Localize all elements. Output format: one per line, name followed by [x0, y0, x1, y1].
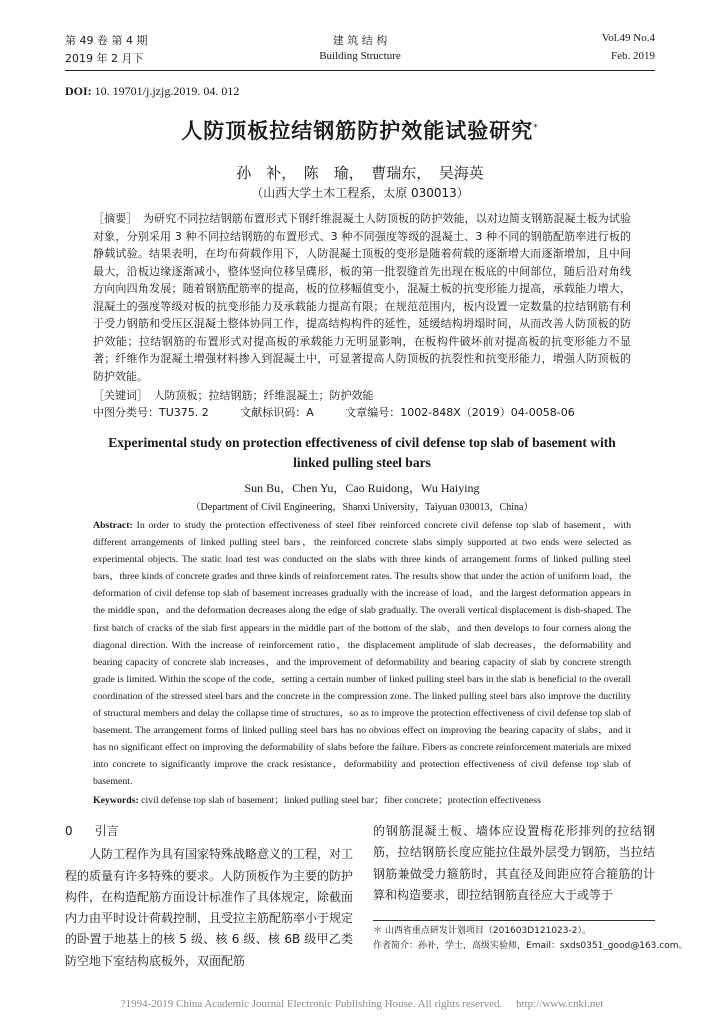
- section-title: 引言: [94, 824, 119, 838]
- authors-zh: 孙 补， 陈 瑜， 曹瑞东， 吴海英: [236, 164, 484, 182]
- article-number: 文章编号：1002-848X（2019）04-0058-06: [345, 406, 575, 419]
- copyright-footer: ?1994-2019 China Academic Journal Electronic Publishing House. All rights reserved. http://www.cnki.net: [120, 998, 604, 1010]
- keywords-en: [93, 793, 631, 809]
- footnotes: [373, 920, 688, 954]
- keywords-en-label: Keywords:: [93, 795, 139, 806]
- keywords-en-text: civil defense top slab of basement；linked pulling steel bar；fiber concrete；protection effectiveness: [138, 795, 541, 806]
- affiliation-en: （Department of Civil Engineering，Shanxi University，Taiyuan 030013，China）: [190, 502, 534, 513]
- author-note: 作者简介：孙补，学士，高级实验师，Email：sxds0351_good@163.com。: [373, 941, 688, 951]
- abstract-en-label: Abstract:: [93, 520, 133, 531]
- keywords-zh: ［关键词］ 人防顶板；拉结钢筋；纤维混凝土；防护效能: [93, 389, 374, 402]
- intro-paragraph: 人防工程作为具有国家特殊战略意义的工程，对工程的质量有许多特殊的要求。人防顶板作为主要的防护构件，在构造配筋方面设计标准作了具体规定，除截面内力由平时设计荷载控制，且受拉主筋配筋率小于规定的卧置于地基上的核 5 级、核 6 级、核 6B 级甲乙类防空地下室结构底板外，双面配筋: [65, 847, 354, 968]
- header-date-en: Feb. 2019: [611, 50, 655, 62]
- abstract-en: [93, 517, 631, 791]
- section-number: 0: [65, 824, 73, 838]
- doi-value[interactable]: 10. 19701/j.jzjg.2019. 04. 012: [91, 84, 240, 98]
- section-heading: [65, 821, 353, 842]
- header-volume-en: Vol.49 No.4: [601, 32, 655, 44]
- body-column-right: [373, 821, 655, 906]
- paper-title-zh-text: 人防顶板拉结钢筋防护效能试验研究: [181, 119, 534, 143]
- classification-zh: [93, 404, 631, 421]
- clc-number: 中图分类号：TU375. 2: [93, 406, 209, 419]
- abstract-en-text: In order to study the protection effectiveness of steel fiber reinforced concrete civil defense top slab of basement，with different arrangements of linked pulling steel bars，the reinforced concrete slabs simply supported at two ends were selected as experimental objects. The static load test was conducted on the slabs with three kinds of arrangement forms of linked pulling steel bars，three kinds of concrete grades and three kinds of reinforcement rates. The results show that under the action of uniform load，the deformation of civil defense top slab of basement increases gradually with the increase of load，and the largest deformation appears in the middle span，and the deformation decreases along the edge of slab gradually. The overall vertical displacement is dish-shaped. The first batch of cracks of the slab first appears in the middle part of the bottom of the slab，and then develops to four corners along the diagonal direction. With the increase of reinforcement ratio，the displacement amplitude of slab decreases，the deformability and bearing capacity of concrete slab increases，and the improvement of deformability and bearing capacity of slab by concrete strength grade is limited. Within the scope of the code，setting a certain number of linked pulling steel bars in the slab is beneficial to the overall coordination of the stressed steel bars and the concrete in the compression zone. The linked pulling steel bars also improve the ductility of structural members and delay the collapse time of structures，so as to improve the protection effectiveness of civil defense top slab of basement. The arrangement forms of linked pulling steel bars has no obvious effect on improving the bearing capacity of slabs，and it has no significant effect on improving the deformability of slabs before the failure. Fibers as concrete reinforcement materials are mixed into concrete to significantly improve the crack resistance，deformability and protection effectiveness of civil defense top slab of basement.: [93, 520, 631, 788]
- body-column-left: [65, 821, 353, 972]
- title-footnote-mark: *: [533, 123, 539, 133]
- paper-title-en: Experimental study on protection effectiveness of civil defense top slab of basement with linked pulling steel bars: [108, 435, 616, 470]
- funding-note: ＊ 山西省重点研发计划项目（201603D121023-2）。: [373, 926, 591, 936]
- header-date: 2019 年 2 月下: [65, 52, 144, 65]
- doi-label: DOI:: [65, 84, 92, 98]
- paper-title-zh: [65, 115, 655, 145]
- affiliation-zh: （山西大学土木工程系，太原 030013）: [251, 186, 469, 200]
- intro-paragraph-continued: 的钢筋混凝土板、墙体应设置梅花形排列的拉结钢筋，拉结钢筋长度应能拉住最外层受力钢筋，当拉结钢筋兼做受力箍筋时，其直径及间距应符合箍筋的计算和构造要求，即拉结钢筋直径应大于或等于: [373, 824, 655, 902]
- header-journal-zh: 建 筑 结 构: [332, 34, 388, 47]
- header-volume: 第 49 卷 第 4 期: [65, 34, 148, 47]
- abstract-zh: ［摘要］ 为研究不同拉结钢筋布置形式下钢纤维混凝土人防顶板的防护效能，以对边简支钢筋混凝土板为试验对象，分别采用 3 种不同拉结钢筋的布置形式、3 种不同强度等级的混凝土、3 种不同的钢筋配筋率进行板的静载试验。结果表明，在均布荷载作用下，人防混凝土顶板的变形是随着荷载的逐渐增大而逐渐增加，且中间最大，沿板边缘逐渐减小，整体竖向位移呈碟形，板的第一批裂缝首先出现在板底的中间部位，随后沿对角线方向向四角发展；随着钢筋配筋率的提高，板的位移幅值变小，混凝土板的抗变形能力提高，承载能力增大，混凝土的强度等级对板的抗变形能力及承载能力提高有限；在规范范围内，板内设置一定数量的拉结钢筋有利于受力钢筋和受压区混凝土整体协同工作，提高结构构件的延性，延缓结构坍塌时间，从而改善人防顶板的防护效能；拉结钢筋的布置形式对提高板的承载能力无明显影响，在板构件破坏前对提高板的抗变形能力不显著；纤维作为混凝土增强材料掺入到混凝土中，可显著提高人防顶板的抗裂性和抗变形能力，增强人防顶板的防护效能。: [93, 212, 631, 383]
- header-journal-en: Building Structure: [319, 50, 401, 62]
- authors-en: Sun Bu，Chen Yu，Cao Ruidong，Wu Haiying: [244, 481, 480, 495]
- running-header: [65, 30, 655, 71]
- document-code: 文献标识码：A: [240, 406, 314, 419]
- doi: [65, 84, 239, 99]
